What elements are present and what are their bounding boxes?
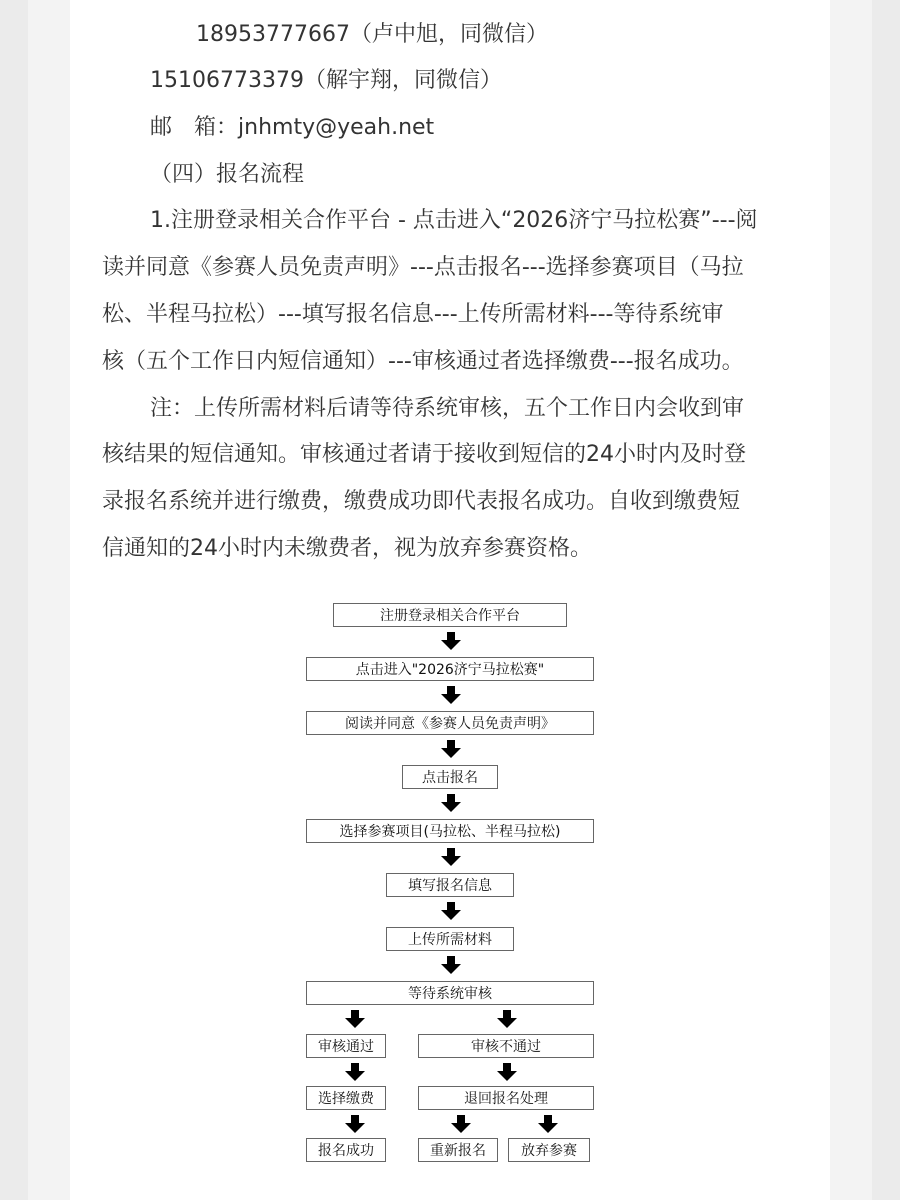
note-line-3: 录报名系统并进行缴费，缴费成功即代表报名成功。自收到缴费短 bbox=[102, 489, 741, 514]
arrow-down-icon bbox=[441, 848, 461, 866]
arrow-down-icon bbox=[441, 686, 461, 704]
arrow-down-icon bbox=[497, 1010, 517, 1028]
flow-give-up: 放弃参赛 bbox=[508, 1138, 590, 1162]
flow-wait-review: 等待系统审核 bbox=[306, 981, 594, 1005]
contact-phone-2: 15106773379（解宇翔，同微信） bbox=[150, 68, 502, 93]
contact-email bbox=[150, 113, 850, 143]
arrow-down-icon bbox=[345, 1010, 365, 1028]
arrow-down-icon bbox=[441, 794, 461, 812]
arrow-down-icon bbox=[497, 1063, 517, 1081]
step-line-2: 读并同意《参赛人员免责声明》---点击报名---选择参赛项目（马拉 bbox=[102, 255, 744, 280]
note-line-1: 注：上传所需材料后请等待系统审核，五个工作日内会收到审 bbox=[150, 396, 745, 421]
flow-register: 注册登录相关合作平台 bbox=[333, 603, 567, 627]
flow-success: 报名成功 bbox=[306, 1138, 386, 1162]
step-line-3: 松、半程马拉松）---填写报名信息---上传所需材料---等待系统审 bbox=[102, 302, 724, 327]
flow-rejected: 审核不通过 bbox=[418, 1034, 594, 1058]
flow-read-agree: 阅读并同意《参赛人员免责声明》 bbox=[306, 711, 594, 735]
arrow-down-icon bbox=[441, 956, 461, 974]
flow-enter-event: 点击进入"2026济宁马拉松赛" bbox=[306, 657, 594, 681]
arrow-down-icon bbox=[441, 740, 461, 758]
flow-fill-info: 填写报名信息 bbox=[386, 873, 514, 897]
arrow-down-icon bbox=[441, 632, 461, 650]
flow-click-signup: 点击报名 bbox=[402, 765, 498, 789]
note-line-4: 信通知的24小时内未缴费者，视为放弃参赛资格。 bbox=[102, 536, 592, 561]
left-margin bbox=[0, 0, 28, 1200]
arrow-down-icon bbox=[441, 902, 461, 920]
contact-phone-1: 18953777667（卢中旭，同微信） bbox=[196, 22, 548, 47]
document-page bbox=[70, 0, 830, 1200]
arrow-down-icon bbox=[345, 1063, 365, 1081]
flow-approved: 审核通过 bbox=[306, 1034, 386, 1058]
section-heading: （四）报名流程 bbox=[150, 162, 305, 187]
email-label: 邮 箱： bbox=[150, 115, 239, 140]
flow-upload: 上传所需材料 bbox=[386, 927, 514, 951]
flow-re-register: 重新报名 bbox=[418, 1138, 498, 1162]
note-line-2: 核结果的短信通知。审核通过者请于接收到短信的24小时内及时登 bbox=[102, 442, 746, 467]
right-margin bbox=[872, 0, 900, 1200]
step-line-4: 核（五个工作日内短信通知）---审核通过者选择缴费---报名成功。 bbox=[102, 349, 744, 374]
arrow-down-icon bbox=[451, 1115, 471, 1133]
arrow-down-icon bbox=[538, 1115, 558, 1133]
flow-returned: 退回报名处理 bbox=[418, 1086, 594, 1110]
email-address: jnhmty@yeah.net bbox=[238, 115, 435, 140]
step-line-1: 1.注册登录相关合作平台 - 点击进入“2026济宁马拉松赛”---阅 bbox=[150, 208, 758, 233]
arrow-down-icon bbox=[345, 1115, 365, 1133]
flow-choose-pay: 选择缴费 bbox=[306, 1086, 386, 1110]
flow-choose-event: 选择参赛项目(马拉松、半程马拉松) bbox=[306, 819, 594, 843]
